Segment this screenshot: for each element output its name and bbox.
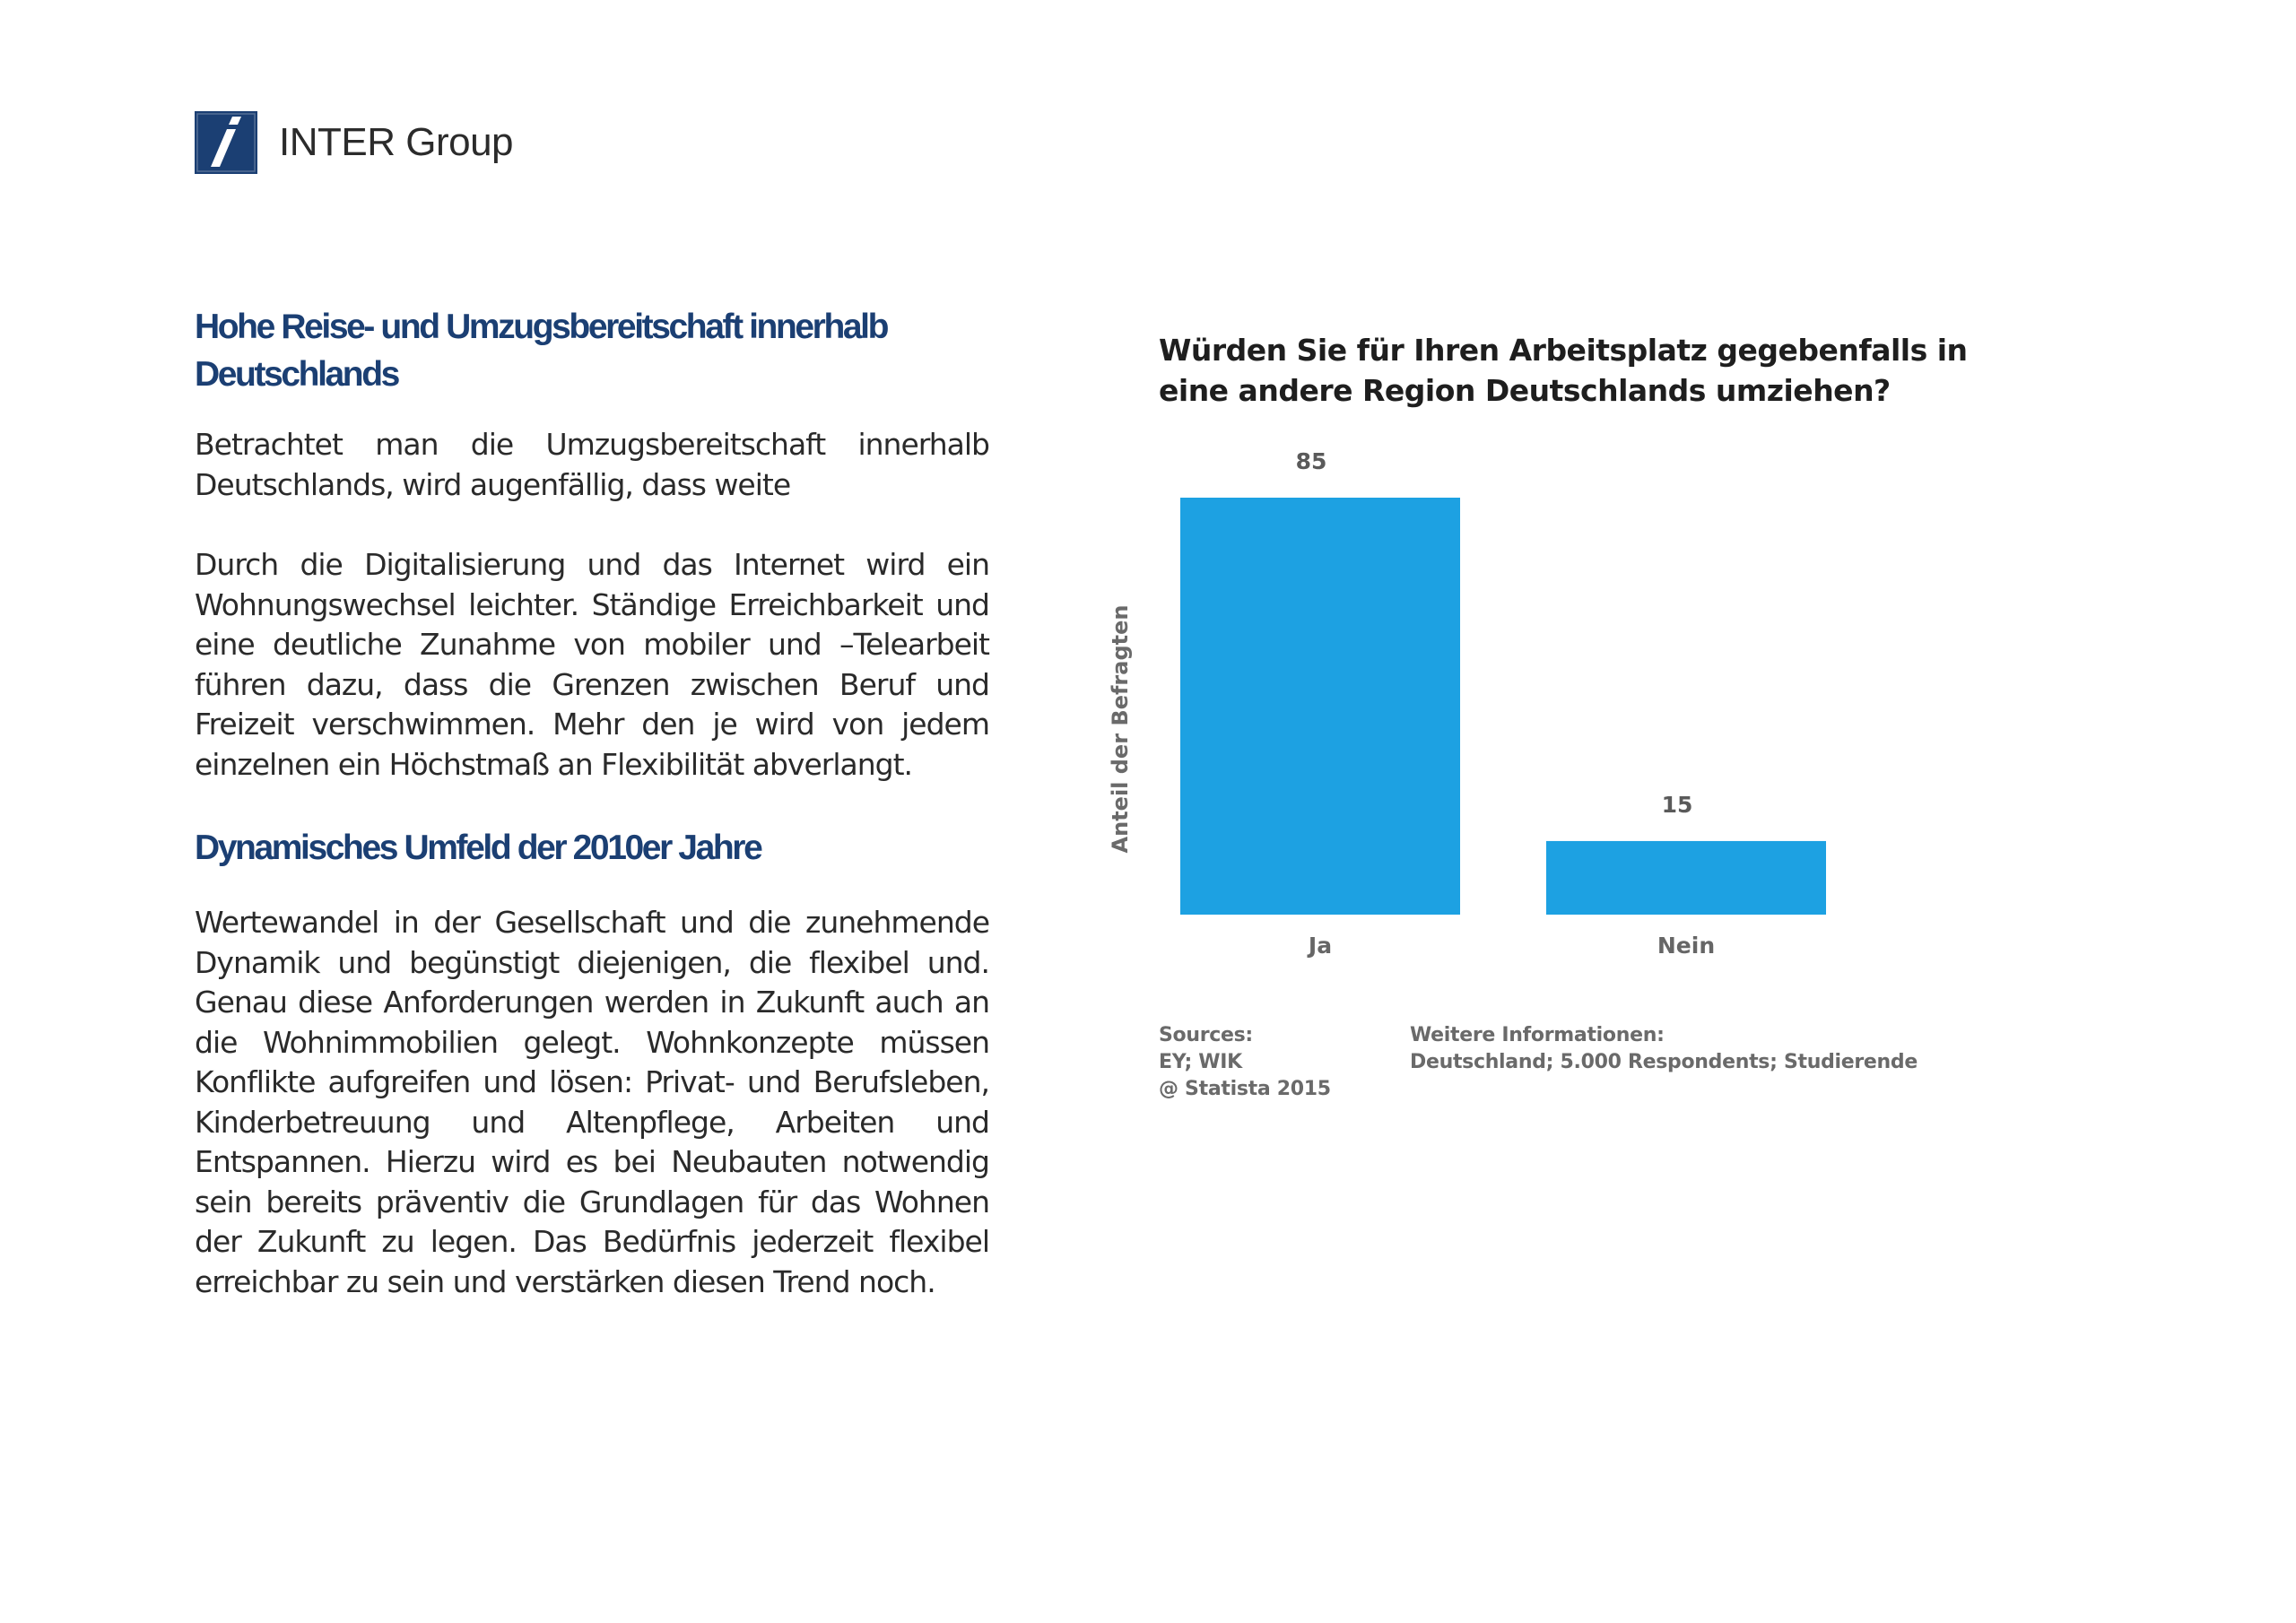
section-heading-dynamic-environment: Dynamisches Umfeld der 2010er Jahre <box>195 829 761 867</box>
further-info-heading: Weitere Informationen: <box>1410 1024 1665 1046</box>
italic-i-logo-icon <box>195 111 257 174</box>
data-label-nein: 15 <box>1661 791 1693 818</box>
data-label-ja: 85 <box>1295 448 1327 474</box>
bar-ja <box>1180 498 1460 915</box>
further-info-line: Deutschland; 5.000 Respondents; Studierende <box>1410 1051 1918 1073</box>
y-axis-label: Anteil der Befragten <box>1108 604 1133 854</box>
brand-logo <box>195 110 513 175</box>
paragraph-values-change: Wertewandel in der Gesellschaft und die zunehmende Dynamik und begünstigt diejenigen, die flexibel und. Genau diese Anforderungen werden in Zukunft auch an die Wohnimmobilien gelegt. Wohnkonzepte müssen Konflikte aufgreifen und lösen: Privat- und Berufsleben, Kinderbetreuung und Altenpflege, Arbeiten und Entspannen. Hierzu wird es bei Neubauten notwendig sein bereits präventiv die Grundlagen für das Wohnen der Zukunft zu legen. Das Bedürfnis jederzeit flexibel erreichbar zu sein und verstärken diesen Trend noch. <box>195 905 989 1299</box>
sources-line-2: @ Statista 2015 <box>1159 1078 1331 1100</box>
brand-name: INTER Group <box>279 120 514 164</box>
sources-line-1: EY; WIK <box>1159 1051 1242 1073</box>
bar-nein <box>1546 841 1826 915</box>
x-tick-label-nein: Nein <box>1657 933 1716 959</box>
article <box>195 303 989 1302</box>
further-info-block <box>1410 1022 1918 1076</box>
paragraph-digitalization: Durch die Digitalisierung und das Internet wird ein Wohnungswechsel leichter. Ständige Erreichbarkeit und eine deutliche Zunahme von mobiler und –Telearbeit führen dazu, dass die Grenzen zwischen Beruf und Freizeit verschwimmen. Mehr den je wird von jedem einzelnen ein Höchstmaß an Flexibilität abverlangt. <box>195 547 989 782</box>
sources-block <box>1159 1022 1331 1103</box>
bar-chart <box>1076 430 1883 968</box>
section-heading-travel-readiness: Hohe Reise- und Umzugsbereitschaft innerhalb Deutschlands <box>195 308 888 394</box>
sources-heading: Sources: <box>1159 1024 1253 1046</box>
chart-title: Würden Sie für Ihren Arbeitsplatz gegebenfalls in eine andere Region Deutschlands umziehen? <box>1159 333 1968 408</box>
paragraph-intro: Betrachtet man die Umzugsbereitschaft innerhalb Deutschlands, wird augenfällig, dass weite <box>195 427 989 502</box>
x-tick-label-ja: Ja <box>1308 933 1333 959</box>
